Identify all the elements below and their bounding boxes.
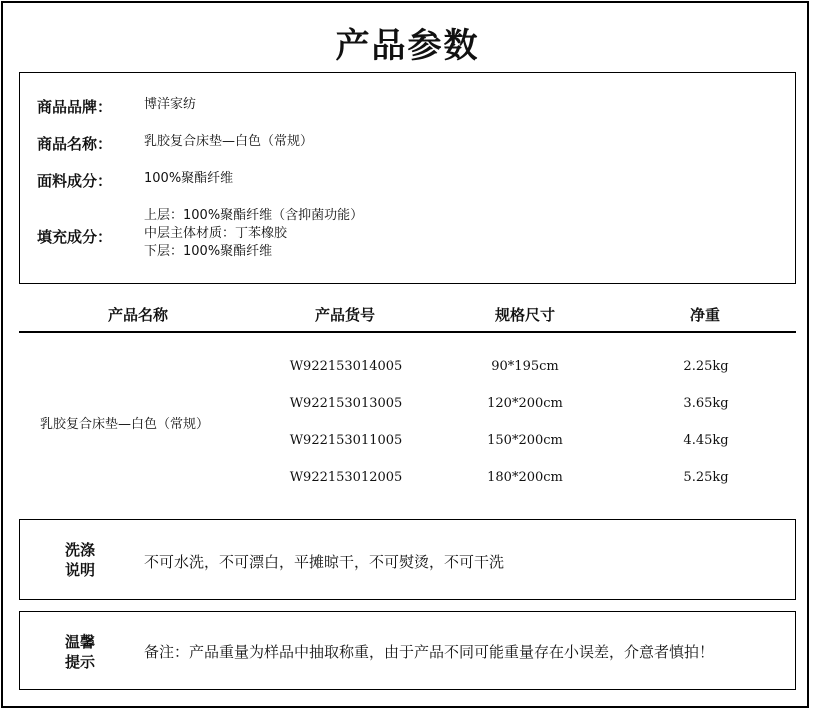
table-cell-sku: W922153011005: [289, 433, 403, 448]
table-header-name: 产品名称: [107, 306, 168, 324]
table-cell-size: 180*200cm: [487, 470, 563, 485]
washing-text: 不可水洗，不可漂白，平摊晾干，不可熨烫，不可干洗: [144, 553, 505, 571]
washing-label-line2: 说明: [64, 561, 95, 579]
fabric-value: 100%聚酯纤维: [144, 171, 234, 186]
table-header-sku: 产品货号: [314, 306, 375, 324]
fill-label: 填充成分：: [37, 228, 113, 246]
brand-label: 商品品牌：: [37, 98, 113, 116]
table-cell-weight: 4.45kg: [683, 433, 729, 448]
page-title: 产品参数: [335, 26, 480, 66]
reminder-text: 备注：产品重量为样品中抽取称重，由于产品不同可能重量存在小误差，介意者慎拍！: [144, 643, 715, 661]
name-value: 乳胶复合床垫—白色（常规）: [144, 134, 314, 149]
table-cell-sku: W922153014005: [289, 359, 403, 374]
table-divider: [19, 331, 796, 333]
table-cell-size: 150*200cm: [487, 433, 563, 448]
table-cell-weight: 5.25kg: [683, 470, 729, 485]
table-product-name: 乳胶复合床垫—白色（常规）: [40, 417, 210, 432]
fill-line-middle: 中层主体材质：丁苯橡胶: [144, 226, 288, 241]
table-header-size: 规格尺寸: [494, 306, 555, 324]
name-label: 商品名称：: [37, 135, 113, 153]
reminder-label-line2: 提示: [64, 653, 95, 671]
table-cell-sku: W922153013005: [289, 396, 403, 411]
table-cell-weight: 2.25kg: [683, 359, 729, 374]
product-info-box: [19, 72, 796, 284]
reminder-box: [19, 611, 796, 690]
brand-value: 博洋家纺: [144, 97, 197, 112]
washing-box: [19, 519, 796, 600]
fill-line-top: 上层：100%聚酯纤维（含抑菌功能）: [144, 208, 364, 223]
table-cell-weight: 3.65kg: [683, 396, 729, 411]
table-header-weight: 净重: [689, 306, 720, 324]
reminder-label-line1: 温馨: [64, 633, 95, 651]
table-cell-size: 90*195cm: [491, 359, 559, 374]
fill-line-bottom: 下层：100%聚酯纤维: [144, 244, 273, 259]
fabric-label: 面料成分：: [37, 172, 113, 190]
washing-label-line1: 洗涤: [64, 541, 95, 559]
table-cell-sku: W922153012005: [289, 470, 403, 485]
table-cell-size: 120*200cm: [487, 396, 563, 411]
